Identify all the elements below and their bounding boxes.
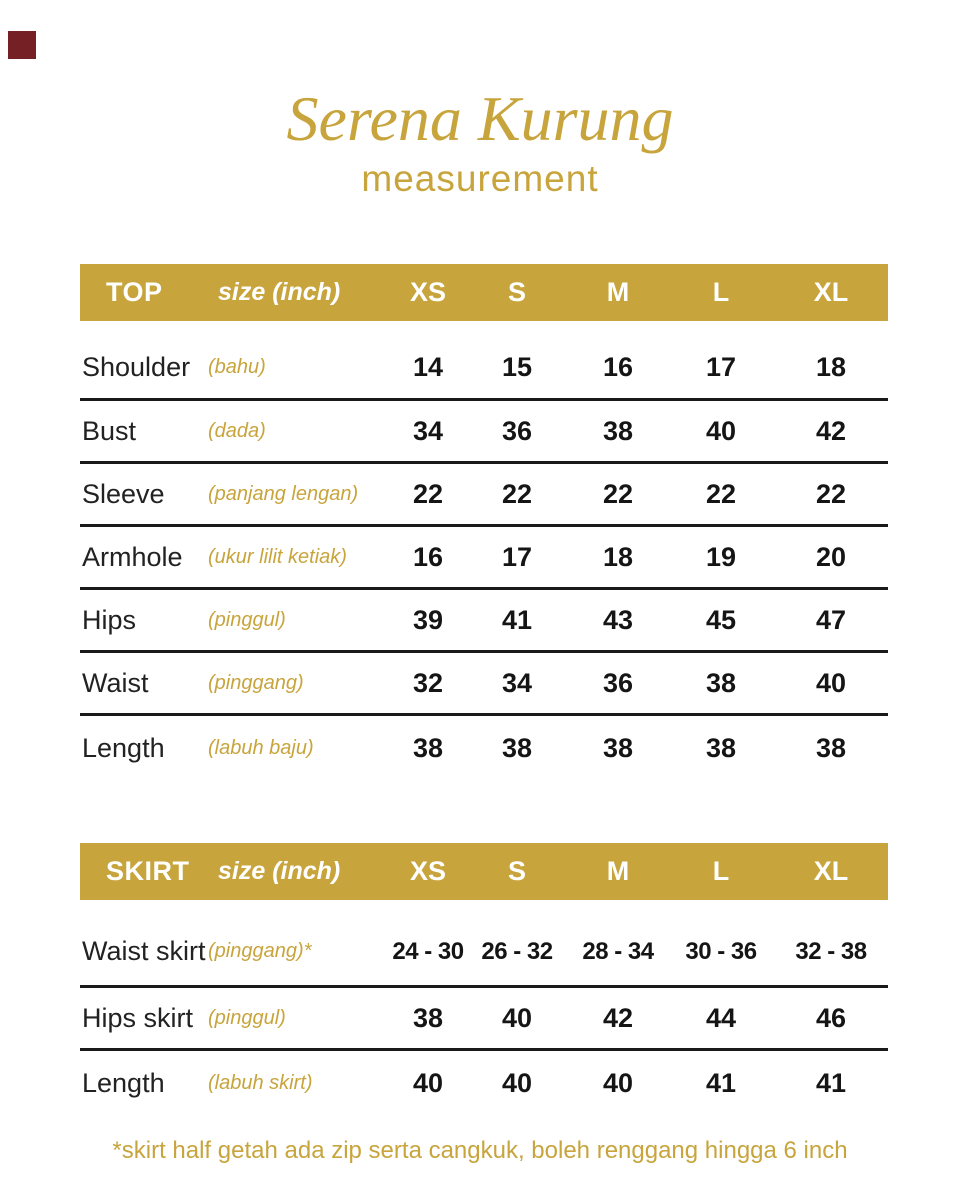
cell-value: 44	[705, 1002, 737, 1033]
cell-value: 40	[501, 1067, 533, 1098]
table-row-shoulder	[80, 321, 888, 401]
row-sublabel: (labuh skirt)	[208, 1071, 313, 1094]
row-label: Armhole	[82, 541, 183, 572]
row-label: Hips skirt	[82, 1002, 194, 1033]
cell-value: 40	[412, 1067, 444, 1098]
row-sublabel: (bahu)	[208, 356, 266, 379]
row-sublabel: (dada)	[208, 419, 266, 442]
size-header-s: S	[507, 856, 526, 887]
table-row-armhole	[80, 527, 888, 590]
cell-value: 26 - 32	[481, 937, 553, 965]
row-label: Length	[82, 732, 165, 763]
row-sublabel: (pinggul)	[208, 608, 286, 631]
row-sublabel: (pinggang)	[208, 671, 304, 694]
cell-value: 40	[705, 415, 737, 446]
cell-value: 38	[501, 732, 533, 763]
red-corner-marker	[8, 31, 36, 59]
row-label: Bust	[82, 415, 137, 446]
cell-value: 22	[815, 478, 847, 509]
top-size-table	[80, 264, 888, 780]
title-block	[0, 0, 960, 200]
row-sublabel: (pinggul)	[208, 1006, 286, 1029]
row-label: Hips	[82, 604, 137, 635]
size-header-m: M	[606, 277, 630, 308]
top-table-title: TOP	[106, 277, 163, 308]
table-row-waist-skirt	[80, 900, 888, 988]
cell-value: 32 - 38	[795, 937, 867, 965]
skirt-table-title: SKIRT	[106, 856, 190, 887]
cell-value: 38	[602, 415, 634, 446]
cell-value: 36	[602, 667, 634, 698]
cell-value: 41	[815, 1067, 847, 1098]
cell-value: 38	[815, 732, 847, 763]
cell-value: 36	[501, 415, 533, 446]
cell-value: 45	[705, 604, 737, 635]
row-label: Length	[82, 1067, 165, 1098]
table-row-length-skirt	[80, 1051, 888, 1115]
size-header-m: M	[606, 856, 630, 887]
table-row-bust	[80, 401, 888, 464]
size-header-s: S	[507, 277, 526, 308]
cell-value: 32	[412, 667, 444, 698]
table-row-hips	[80, 590, 888, 653]
cell-value: 38	[602, 732, 634, 763]
cell-value: 22	[705, 478, 737, 509]
cell-value: 34	[412, 415, 444, 446]
row-sublabel: (panjang lengan)	[208, 482, 359, 505]
cell-value: 14	[412, 352, 444, 383]
page-subtitle: measurement	[361, 157, 599, 199]
skirt-size-unit-label: size (inch)	[218, 857, 341, 886]
skirt-table-header-band	[80, 843, 888, 900]
cell-value: 16	[412, 541, 444, 572]
cell-value: 40	[501, 1002, 533, 1033]
cell-value: 38	[412, 1002, 444, 1033]
size-header-l: L	[712, 856, 730, 887]
cell-value: 22	[602, 478, 634, 509]
cell-value: 17	[705, 352, 737, 383]
cell-value: 43	[602, 604, 634, 635]
cell-value: 40	[602, 1067, 634, 1098]
cell-value: 22	[501, 478, 533, 509]
cell-value: 18	[602, 541, 634, 572]
row-sublabel: (pinggang)*	[208, 940, 312, 963]
row-label: Waist skirt	[82, 936, 206, 967]
cell-value: 38	[705, 732, 737, 763]
cell-value: 38	[705, 667, 737, 698]
cell-value: 41	[705, 1067, 737, 1098]
table-row-length-top	[80, 716, 888, 780]
page-title: Serena Kurung	[286, 83, 674, 154]
cell-value: 38	[412, 732, 444, 763]
cell-value: 18	[815, 352, 847, 383]
row-label: Sleeve	[82, 478, 165, 509]
cell-value: 22	[412, 478, 444, 509]
cell-value: 40	[815, 667, 847, 698]
size-header-l: L	[712, 277, 730, 308]
size-header-xl: XL	[813, 856, 849, 887]
cell-value: 46	[815, 1002, 847, 1033]
row-sublabel: (labuh baju)	[208, 736, 314, 759]
cell-value: 34	[501, 667, 533, 698]
cell-value: 17	[501, 541, 533, 572]
size-header-xs: XS	[409, 856, 447, 887]
skirt-size-table	[80, 843, 888, 1115]
top-table-header-band	[80, 264, 888, 321]
cell-value: 47	[815, 604, 847, 635]
cell-value: 24 - 30	[392, 937, 464, 965]
cell-value: 28 - 34	[582, 937, 654, 965]
size-header-xs: XS	[409, 277, 447, 308]
table-row-hips-skirt	[80, 988, 888, 1051]
cell-value: 16	[602, 352, 634, 383]
table-row-waist	[80, 653, 888, 716]
cell-value: 39	[412, 604, 444, 635]
row-label: Waist	[82, 667, 149, 698]
cell-value: 41	[501, 604, 533, 635]
row-sublabel: (ukur lilit ketiak)	[208, 545, 347, 568]
cell-value: 20	[815, 541, 847, 572]
cell-value: 30 - 36	[685, 937, 757, 965]
cell-value: 42	[602, 1002, 634, 1033]
cell-value: 15	[501, 352, 533, 383]
table-row-sleeve	[80, 464, 888, 527]
size-header-xl: XL	[813, 277, 849, 308]
top-size-unit-label: size (inch)	[218, 278, 341, 307]
cell-value: 19	[705, 541, 737, 572]
row-label: Shoulder	[82, 352, 191, 383]
cell-value: 42	[815, 415, 847, 446]
skirt-footnote: *skirt half getah ada zip serta cangkuk, boleh renggang hingga 6 inch	[112, 1137, 848, 1165]
